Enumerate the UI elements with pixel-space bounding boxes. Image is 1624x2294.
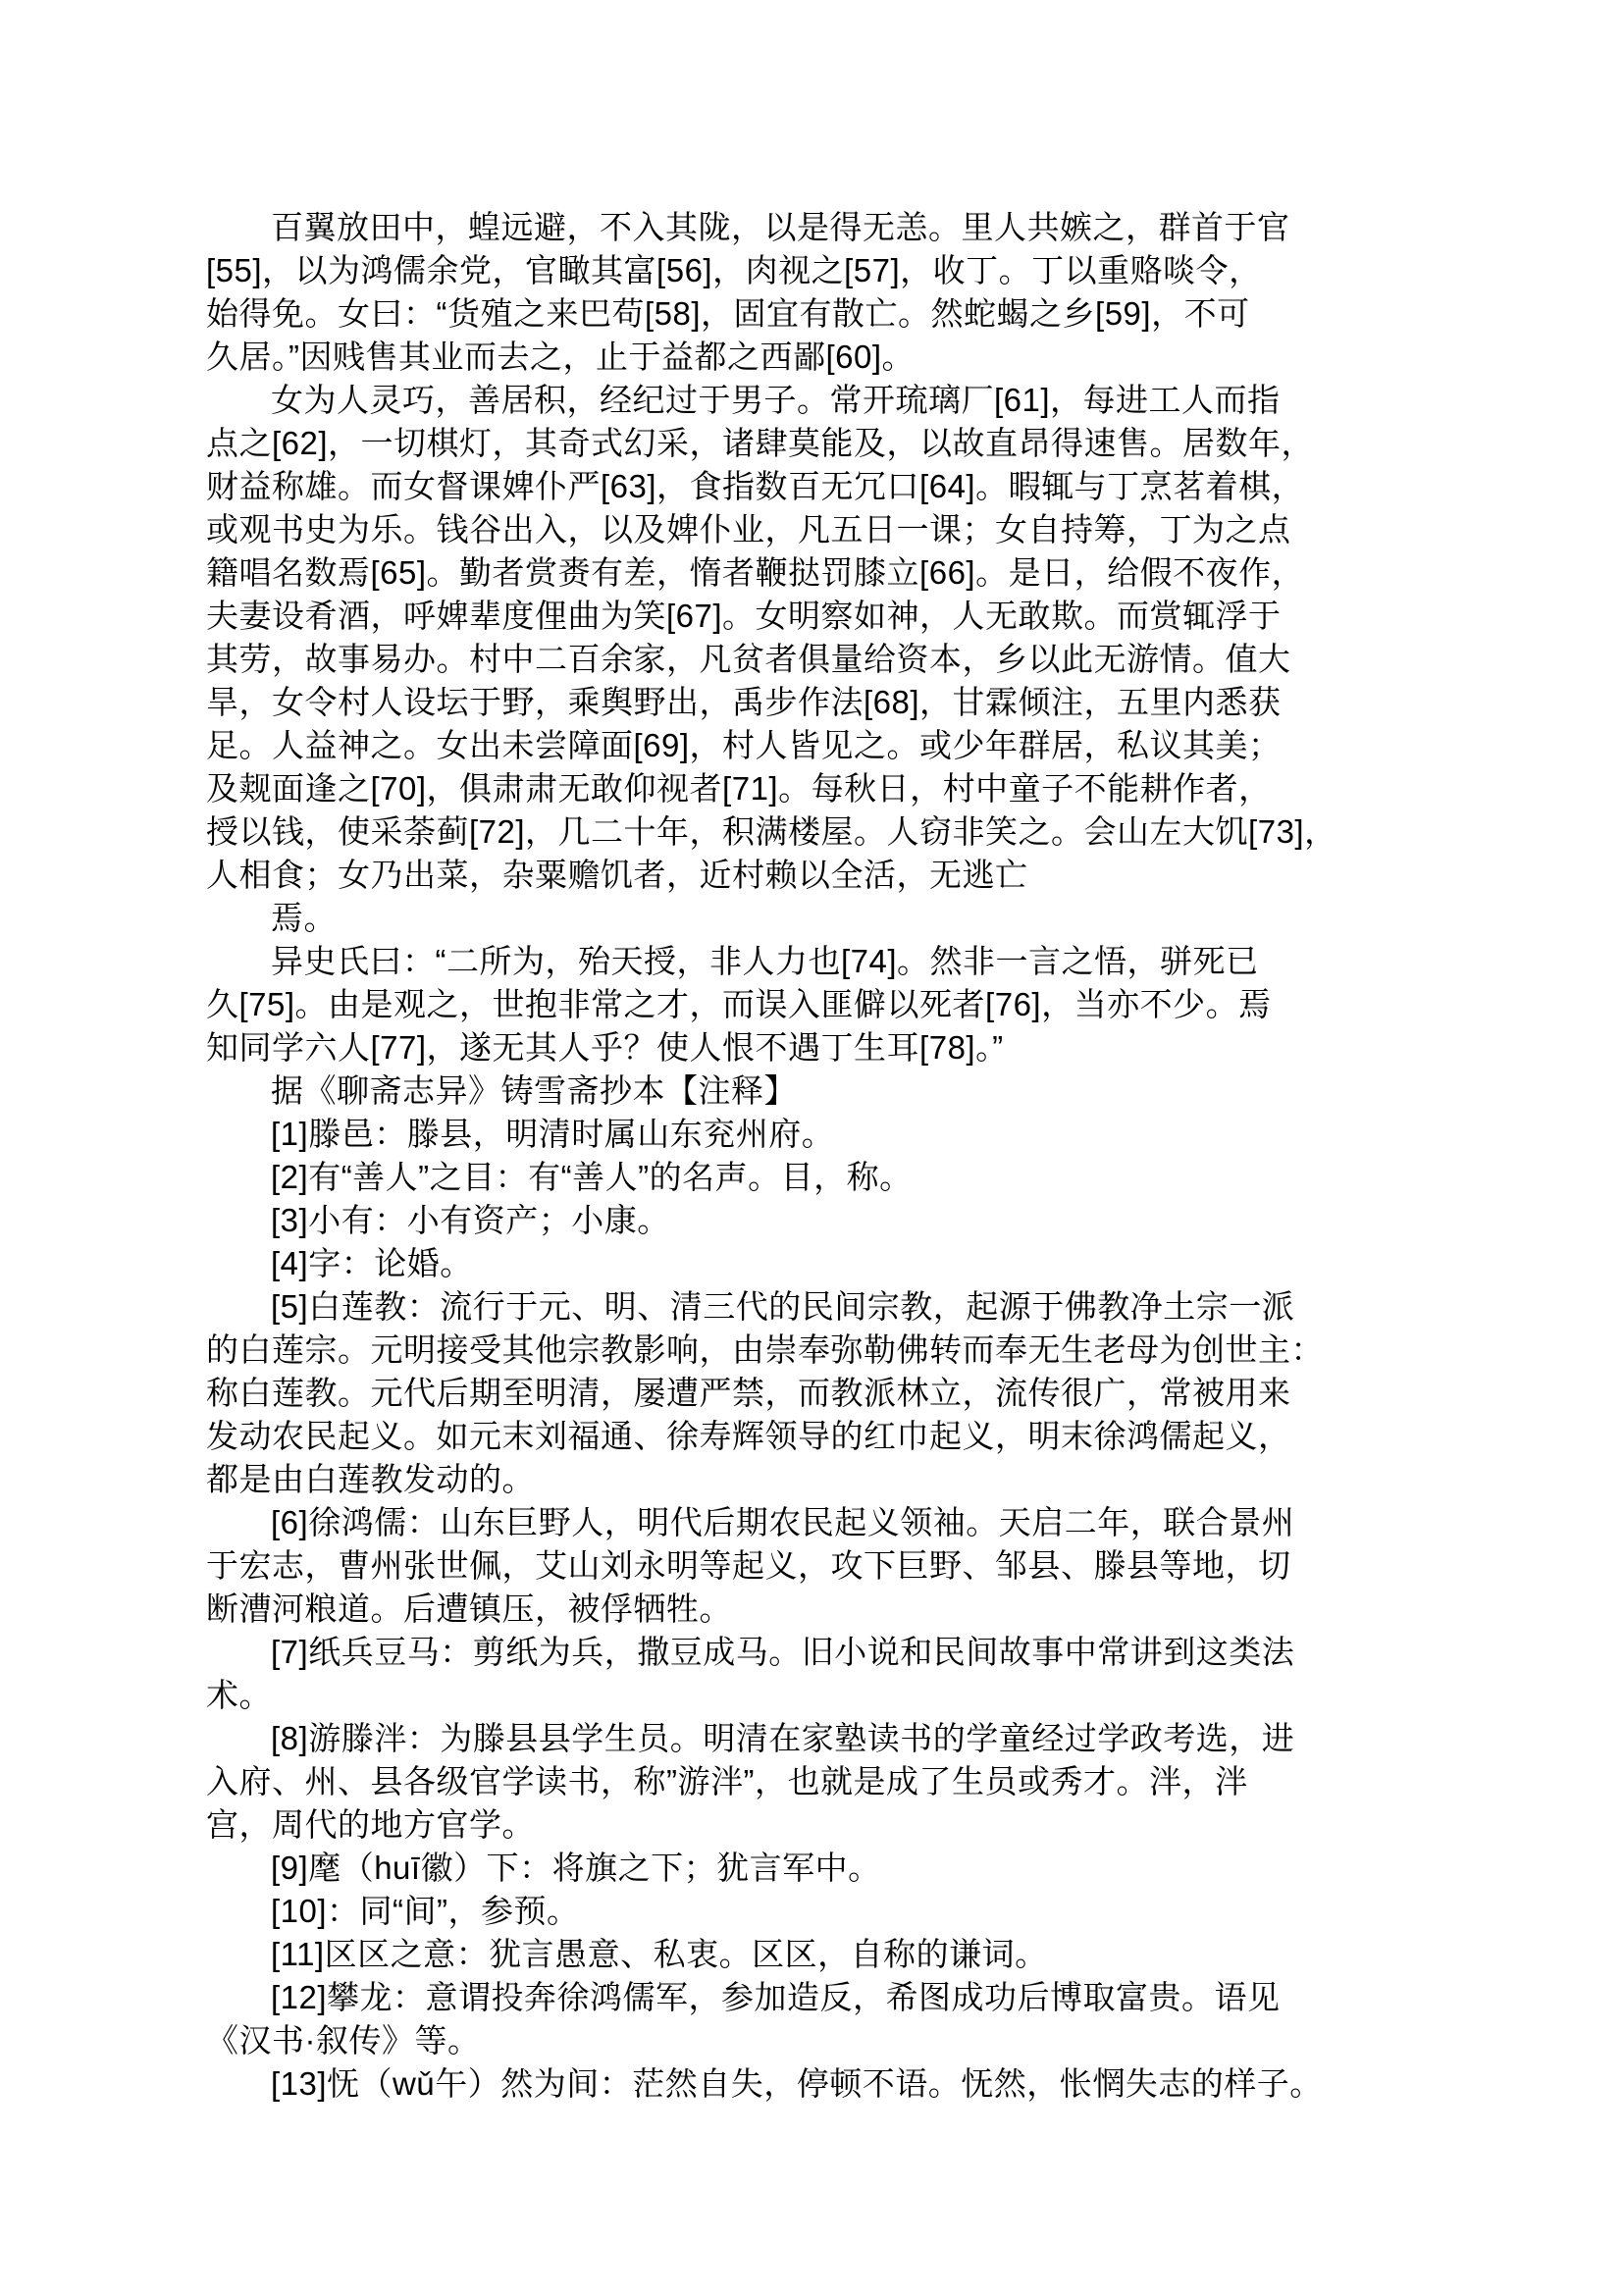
text-line: 点之[62]，一切棋灯，其奇式幻采，诸肆莫能及，以故直昂得速售。居数年， [206, 425, 1315, 461]
text-line: 于宏志，曹州张世佩，艾山刘永明等起义，攻下巨野、邹县、滕县等地，切 [206, 1547, 1291, 1584]
text-line: 异史氏曰：“二所为，殆天授，非人力也[74]。然非一言之悟，骈死已 [271, 943, 1259, 979]
text-line: [2]有“善人”之目：有“善人”的名声。目，称。 [271, 1159, 913, 1195]
text-line: 女为人灵巧，善居积，经纪过于男子。常开琉璃厂[61]，每进工人而指 [271, 382, 1281, 418]
text-line: 宫，周代的地方官学。 [206, 1806, 535, 1843]
text-line: 知同学六人[77]，遂无其人乎？使人恨不遇丁生耳[78]。” [206, 1029, 1004, 1066]
text-line: [1]滕邑：滕县，明清时属山东兖州府。 [271, 1116, 835, 1152]
text-line: 授以钱，使采荼蓟[72]，几二十年，积满楼屋。人窃非笑之。会山左大饥[73]， [206, 813, 1337, 850]
text-line: 人相食；女乃出菜，杂粟赡饥者，近村赖以全活，无逃亡 [206, 857, 1028, 893]
text-line: 久[75]。由是观之，世抱非常之才，而误入匪僻以死者[76]，当亦不少。焉 [206, 986, 1272, 1022]
text-line: 籍唱名数焉[65]。勤者赏赉有差，惰者鞭挞罚膝立[66]。是日，给假不夜作， [206, 554, 1305, 591]
text-line: 足。人益神之。女出未尝障面[69]，村人皆见之。或少年群居，私议其美； [206, 727, 1282, 763]
text-line: [7]纸兵豆马：剪纸为兵，撒豆成马。旧小说和民间故事中常讲到这类法 [271, 1634, 1295, 1670]
text-line: 的白莲宗。元明接受其他宗教影响，由崇奉弥勒佛转而奉无生老母为创世主： [206, 1331, 1324, 1368]
text-line: [55]，以为鸿儒余党，官瞰其富[56]，肉视之[57]，收丁。丁以重赂啖令， [206, 252, 1262, 288]
text-line: 其劳，故事易办。村中二百余家，凡贫者俱量给资本，乡以此无游情。值大 [206, 641, 1291, 677]
text-line: 久居。”因贱售其业而去之，止于益都之西鄙[60]。 [206, 339, 916, 375]
text-line: [3]小有：小有资产；小康。 [271, 1202, 670, 1238]
text-line: 发动农民起义。如元末刘福通、徐寿辉领导的红巾起义，明末徐鸿儒起义， [206, 1418, 1291, 1454]
text-line: 断漕河粮道。后遭镇压，被俘牺牲。 [206, 1590, 732, 1627]
text-block [206, 206, 1442, 2106]
text-line: 及觌面逢之[70]，俱肃肃无敢仰视者[71]。每秋日，村中童子不能耕作者， [206, 770, 1272, 807]
text-line: 称白莲教。元代后期至明清，屡遭严禁，而教派林立，流传很广，常被用来 [206, 1375, 1291, 1411]
text-line: 术。 [206, 1677, 272, 1713]
text-line: 《汉书·叙传》等。 [206, 2022, 481, 2059]
text-line: [11]区区之意：犹言愚意、私衷。区区，自称的谦词。 [271, 1936, 1048, 1972]
text-line: 焉。 [271, 900, 337, 936]
text-line: [12]攀龙：意谓投奔徐鸿儒军，参加造反，希图成功后博取富贵。语见 [271, 1979, 1281, 2015]
text-line: [6]徐鸿儒：山东巨野人，明代后期农民起义领袖。天启二年，联合景州 [271, 1504, 1295, 1540]
text-line: 夫妻设肴酒，呼婢辈度俚曲为笑[67]。女明察如神，人无敢欺。而赏辄浮于 [206, 598, 1282, 634]
text-line: [10]：同“间”，参预。 [271, 1893, 580, 1929]
text-line: [8]游滕泮：为滕县县学生员。明清在家塾读书的学童经过学政考选，进 [271, 1720, 1295, 1756]
text-line: 百翼放田中，蝗远避，不入其陇，以是得无恙。里人共嫉之，群首于官 [271, 209, 1290, 245]
text-line: 据《聊斋志异》铸雪斋抄本【注释】 [271, 1072, 797, 1109]
text-line: [5]白莲教：流行于元、明、清三代的民间宗教，起源于佛教净土宗一派 [271, 1288, 1295, 1325]
text-line: [4]字：论婚。 [271, 1245, 473, 1281]
text-line: 或观书史为乐。钱谷出入，以及婢仆业，凡五日一课；女自持筹，丁为之点 [206, 511, 1291, 547]
text-line: 都是由白莲教发动的。 [206, 1461, 535, 1497]
text-line: [9]麾（huī徽）下：将旗之下；犹言军中。 [271, 1850, 881, 1886]
text-line: 财益称雄。而女督课婢仆严[63]，食指数百无冗口[64]。暇辄与丁烹茗着棋， [206, 468, 1305, 504]
text-line: 始得免。女曰：“货殖之来巴苟[58]，固宜有散亡。然蛇蝎之乡[59]，不可 [206, 295, 1250, 332]
text-line: [13]怃（wǔ午）然为间：茫然自失，停顿不语。怃然，怅惘失志的样子。 [271, 2065, 1323, 2102]
text-line: 入府、州、县各级官学读书，称”游泮”，也就是成了生员或秀才。泮，泮 [206, 1763, 1248, 1799]
text-line: 旱，女令村人设坛于野，乘舆野出，禹步作法[68]，甘霖倾注，五里内悉获 [206, 684, 1282, 720]
